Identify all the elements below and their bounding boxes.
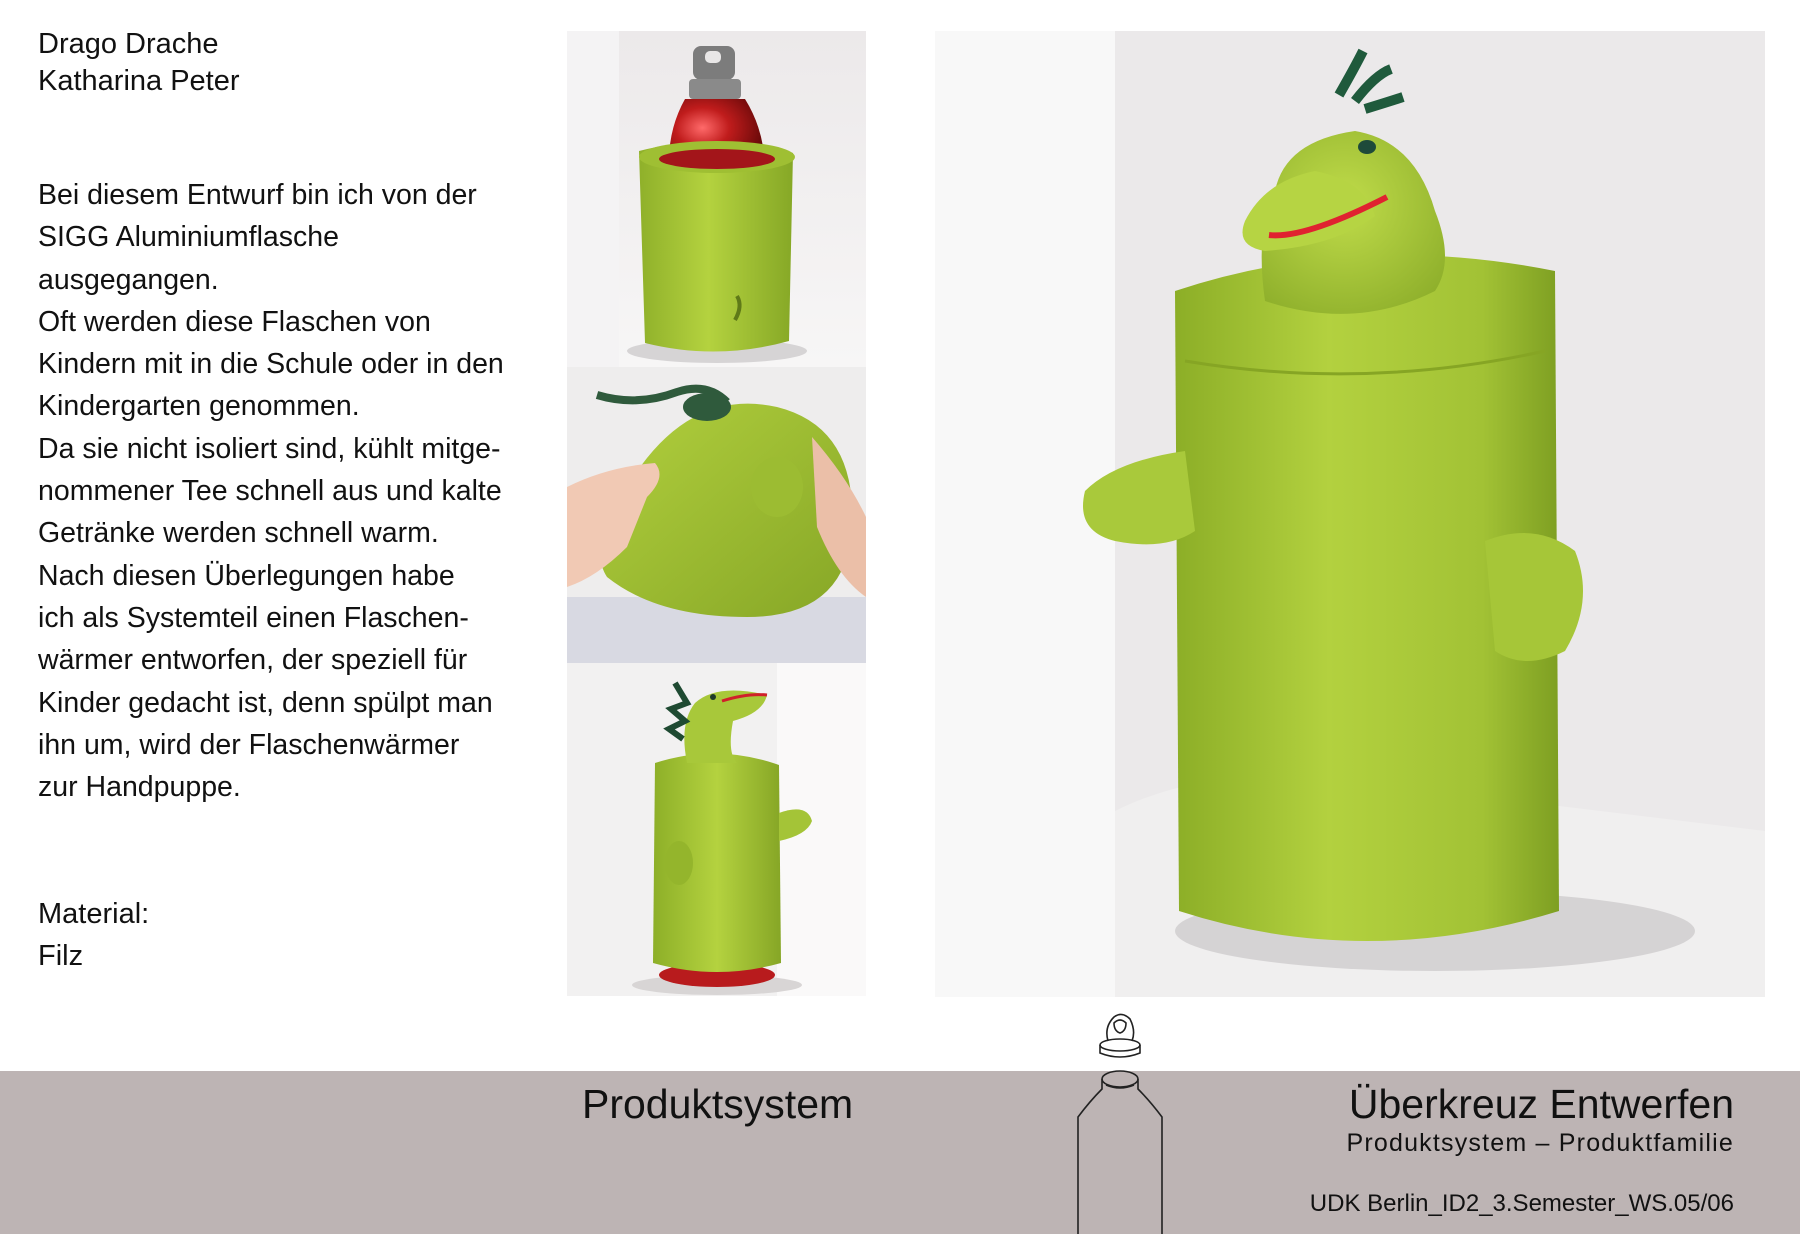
description-line: Nach diesen Überlegungen habe	[38, 559, 455, 592]
description-line: zur Handpuppe.	[38, 771, 241, 804]
description-line: Bei diesem Entwurf bin ich von der	[38, 179, 477, 211]
description-line: Oft werden diese Flaschen von	[38, 305, 431, 338]
material-label: Material:	[38, 898, 150, 930]
footer-course-info: UDK Berlin_ID2_3.Semester_WS.05/06	[1309, 1190, 1734, 1217]
description-line: ausgegangen.	[38, 263, 219, 296]
material-value: Filz	[38, 940, 84, 972]
description-line: wärmer entworfen, der speziell für	[38, 644, 468, 677]
footer-left-title: Produktsystem	[582, 1081, 854, 1127]
photo-hands-turning-sleeve	[567, 367, 866, 663]
footer-bar	[0, 1071, 1800, 1234]
description-line: Getränke werden schnell warm.	[38, 517, 439, 550]
description-line: Kinder gedacht ist, denn spülpt man	[38, 686, 493, 719]
bottle-outline-icon	[1070, 1005, 1170, 1234]
description-line: Kindergarten genommen.	[38, 390, 360, 423]
photo-puppet-on-bottle	[567, 663, 866, 996]
description-line: ich als Systemteil einen Flaschen-	[38, 601, 469, 634]
description-line: nommener Tee schnell aus und kalte	[38, 475, 502, 508]
description-line: Kindern mit in die Schule oder in den	[38, 348, 504, 381]
photo-bottle-in-sleeve	[567, 31, 866, 367]
author-name: Katharina Peter	[38, 65, 240, 97]
description-line: Da sie nicht isoliert sind, kühlt mitge-	[38, 432, 501, 465]
footer-right-title: Überkreuz Entwerfen	[1348, 1081, 1734, 1127]
project-name: Drago Drache	[38, 28, 219, 60]
description-text	[38, 174, 558, 808]
description-line: ihn um, wird der Flaschenwärmer	[38, 728, 460, 761]
footer-subtitle: Produktsystem – Produktfamilie	[1346, 1129, 1734, 1157]
description-line: SIGG Aluminiumflasche	[38, 221, 339, 254]
photo-dragon-puppet-main	[935, 31, 1765, 997]
material-block	[38, 893, 149, 977]
title-block	[38, 26, 240, 100]
